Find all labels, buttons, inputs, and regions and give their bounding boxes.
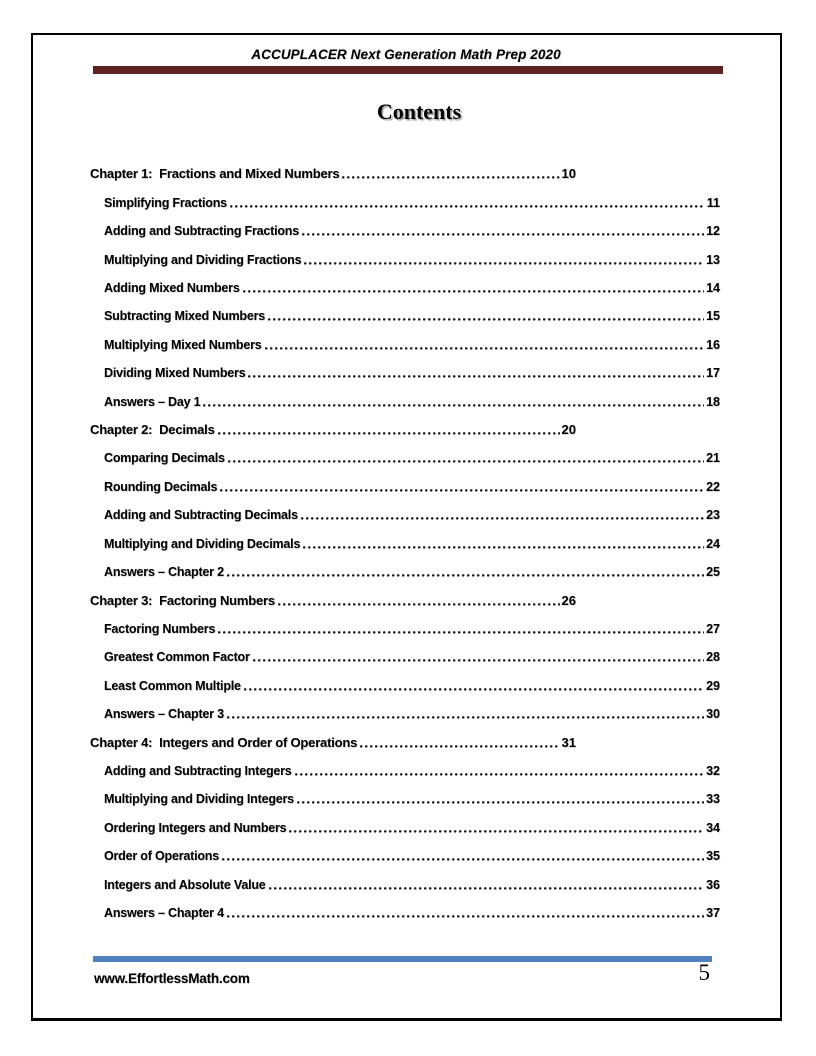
toc-list (90, 156, 720, 923)
toc-entry[interactable] (90, 326, 720, 354)
toc-entry-label: Comparing Decimals (104, 451, 225, 466)
toc-dot-leader (303, 543, 704, 549)
toc-entry-page: 16 (706, 337, 720, 352)
toc-entry-label: Order of Operations (104, 849, 219, 864)
toc-entry[interactable] (90, 781, 720, 809)
toc-entry[interactable] (90, 412, 576, 440)
toc-entry[interactable] (90, 895, 720, 923)
toc-entry-label: Chapter 1: Fractions and Mixed Numbers (90, 166, 340, 182)
toc-entry-page: 17 (706, 366, 720, 381)
toc-entry-label: Simplifying Fractions (104, 195, 227, 210)
toc-dot-leader (295, 770, 705, 776)
toc-entry-label: Adding Mixed Numbers (104, 281, 240, 296)
toc-entry-label: Chapter 3: Factoring Numbers (90, 592, 275, 608)
toc-entry-page: 23 (706, 508, 720, 523)
website-link[interactable]: www.EffortlessMath.com (94, 971, 250, 986)
toc-entry-label: Least Common Multiple (104, 678, 241, 693)
toc-entry-label: Greatest Common Factor (104, 650, 250, 665)
toc-entry[interactable] (90, 241, 720, 269)
toc-dot-leader (304, 259, 704, 265)
toc-entry-page: 14 (706, 281, 720, 296)
toc-entry-label: Integers and Absolute Value (104, 877, 266, 892)
toc-entry-label: Chapter 4: Integers and Order of Operations (90, 734, 358, 750)
toc-entry-page: 31 (561, 734, 576, 750)
toc-entry-page: 36 (706, 877, 720, 892)
toc-dot-leader (227, 912, 704, 918)
toc-entry-page: 33 (706, 792, 720, 807)
toc-entry-page: 22 (706, 479, 720, 494)
toc-dot-leader (228, 457, 704, 463)
toc-entry[interactable] (90, 724, 576, 752)
toc-entry[interactable] (90, 184, 720, 212)
toc-entry-label: Multiplying and Dividing Fractions (104, 252, 302, 267)
toc-entry-page: 13 (706, 252, 720, 267)
toc-dot-leader (203, 401, 704, 407)
toc-dot-leader (360, 742, 559, 748)
toc-entry-label: Adding and Subtracting Integers (104, 763, 292, 778)
toc-entry-label: Rounding Decimals (104, 479, 218, 494)
toc-dot-leader (269, 884, 705, 890)
toc-dot-leader (301, 514, 704, 520)
toc-entry-label: Answers – Chapter 3 (104, 707, 224, 722)
toc-entry-label: Factoring Numbers (104, 621, 216, 636)
toc-dot-leader (227, 571, 704, 577)
toc-entry[interactable] (90, 554, 720, 582)
page-header-title: ACCUPLACER Next Generation Math Prep 2020 (251, 47, 561, 62)
toc-entry-page: 20 (561, 422, 576, 438)
toc-dot-leader (244, 685, 704, 691)
toc-entry-page: 15 (706, 309, 720, 324)
toc-entry-page: 29 (706, 678, 720, 693)
toc-entry[interactable] (90, 298, 720, 326)
toc-entry[interactable] (90, 582, 576, 610)
toc-entry[interactable] (90, 639, 720, 667)
header-rule (93, 66, 723, 74)
toc-dot-leader (265, 344, 705, 350)
toc-entry[interactable] (90, 525, 720, 553)
toc-entry-label: Subtracting Mixed Numbers (104, 309, 265, 324)
toc-dot-leader (218, 429, 560, 435)
toc-entry[interactable] (90, 667, 720, 695)
toc-dot-leader (289, 827, 704, 833)
contents-title: Contents (376, 99, 462, 124)
toc-entry-label: Answers – Chapter 4 (104, 905, 224, 920)
toc-entry-label: Multiplying and Dividing Decimals (104, 536, 301, 551)
toc-dot-leader (297, 798, 704, 804)
toc-entry-label: Answers – Chapter 2 (104, 565, 224, 580)
toc-entry-page: 30 (706, 707, 720, 722)
toc-entry[interactable] (90, 809, 720, 837)
toc-entry-page: 12 (706, 224, 720, 239)
toc-entry-page: 26 (561, 592, 576, 608)
toc-dot-leader (248, 372, 704, 378)
toc-entry-label: Answers – Day 1 (104, 394, 201, 409)
toc-dot-leader (278, 600, 560, 606)
toc-entry[interactable] (90, 383, 720, 411)
toc-entry-page: 25 (706, 565, 720, 580)
toc-entry-label: Dividing Mixed Numbers (104, 366, 246, 381)
toc-entry-label: Adding and Subtracting Fractions (104, 224, 299, 239)
toc-entry-page: 18 (706, 394, 720, 409)
toc-entry-page: 35 (706, 849, 720, 864)
toc-entry-page: 28 (706, 650, 720, 665)
toc-entry[interactable] (90, 355, 720, 383)
toc-dot-leader (253, 656, 704, 662)
toc-entry-page: 37 (706, 905, 720, 920)
toc-dot-leader (218, 628, 704, 634)
toc-entry-page: 21 (706, 451, 720, 466)
toc-dot-leader (302, 230, 704, 236)
toc-entry[interactable] (90, 497, 720, 525)
toc-dot-leader (220, 486, 704, 492)
toc-entry[interactable] (90, 213, 720, 241)
toc-entry-page: 10 (561, 166, 576, 182)
toc-entry[interactable] (90, 468, 720, 496)
toc-dot-leader (243, 287, 705, 293)
toc-entry[interactable] (90, 440, 720, 468)
toc-entry-label: Multiplying and Dividing Integers (104, 792, 294, 807)
toc-entry-label: Multiplying Mixed Numbers (104, 337, 262, 352)
toc-entry-page: 27 (706, 621, 720, 636)
toc-entry-page: 11 (706, 195, 720, 210)
toc-entry[interactable] (90, 753, 720, 781)
toc-dot-leader (222, 855, 704, 861)
toc-entry-label: Chapter 2: Decimals (90, 422, 215, 438)
toc-entry[interactable] (90, 866, 720, 894)
toc-dot-leader (230, 202, 705, 208)
toc-entry[interactable] (90, 270, 720, 298)
toc-entry-page: 24 (706, 536, 720, 551)
toc-entry[interactable] (90, 156, 576, 184)
toc-entry[interactable] (90, 838, 720, 866)
toc-entry-label: Ordering Integers and Numbers (104, 820, 287, 835)
toc-dot-leader (268, 315, 704, 321)
toc-dot-leader (342, 173, 559, 179)
toc-entry[interactable] (90, 611, 720, 639)
toc-dot-leader (227, 713, 704, 719)
page-number: 5 (698, 960, 710, 985)
toc-entry-page: 34 (706, 820, 720, 835)
toc-entry-page: 32 (706, 763, 720, 778)
toc-entry[interactable] (90, 696, 720, 724)
toc-entry-label: Adding and Subtracting Decimals (104, 508, 298, 523)
